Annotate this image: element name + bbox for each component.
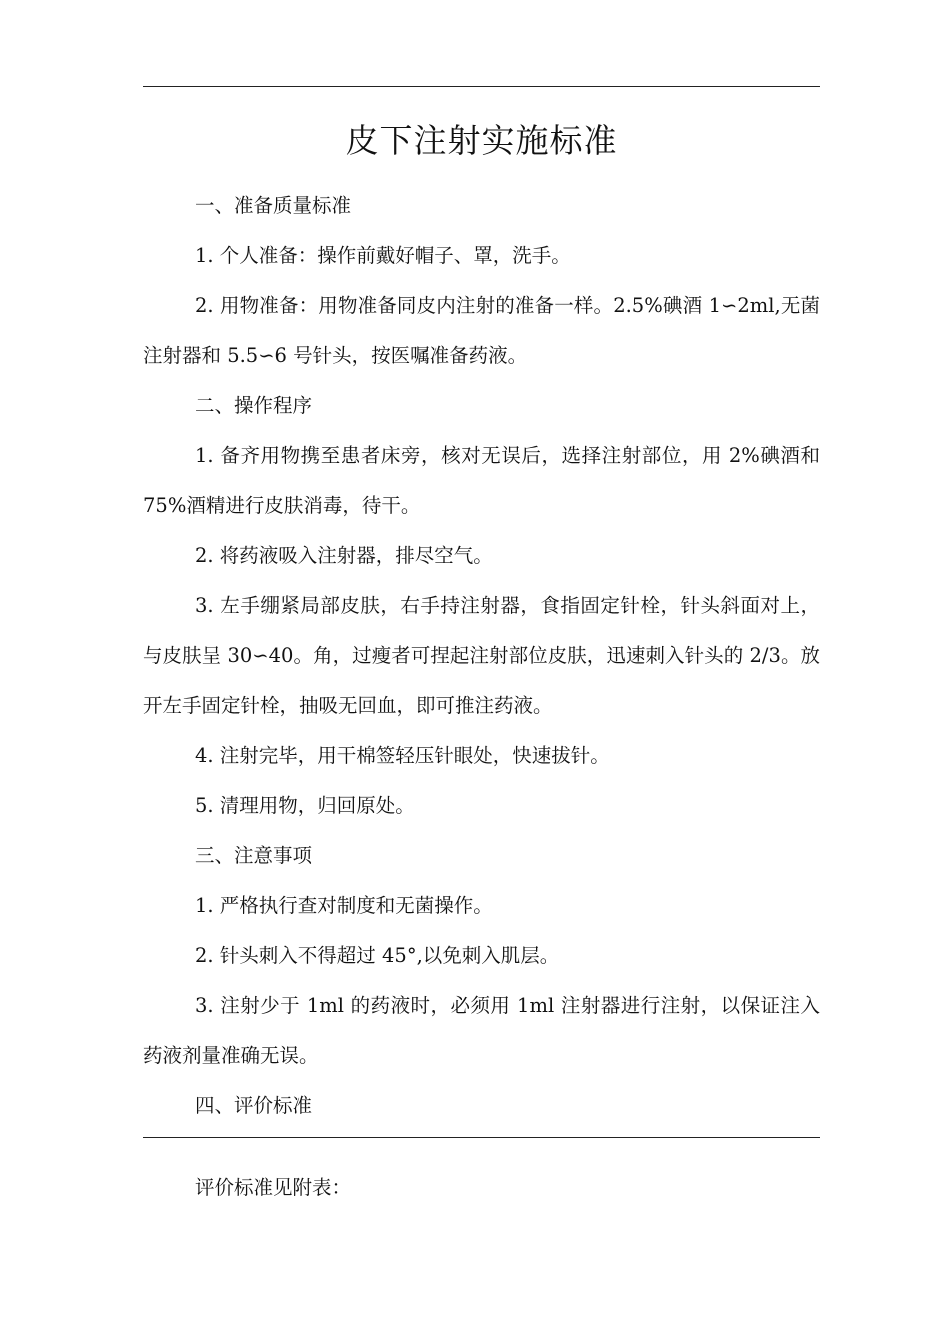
- paragraph-step-5: 5. 清理用物，归回原处。: [195, 794, 415, 817]
- paragraph-supplies-prep: 2. 用物准备：用物准备同皮内注射的准备一样。2.5%碘酒 1∽2ml,无菌注射器和 5.5∽6 号针头，按医嘱准备药液。: [143, 294, 820, 367]
- paragraph-precaution-3: 3. 注射少于 1ml 的药液时，必须用 1ml 注射器进行注射，以保证注入药液剂量准确无误。: [143, 994, 820, 1067]
- paragraph-evaluation-note: 评价标准见附表：: [195, 1176, 352, 1199]
- document-title: 皮下注射实施标准: [345, 121, 618, 160]
- paragraph-step-1: 1. 备齐用物携至患者床旁，核对无误后，选择注射部位，用 2%碘酒和 75%酒精进行皮肤消毒，待干。: [143, 444, 820, 517]
- section-heading-preparation: 一、准备质量标准: [195, 194, 352, 217]
- paragraph-personal-prep: 1. 个人准备：操作前戴好帽子、罩，洗手。: [195, 244, 571, 267]
- paragraph-step-2: 2. 将药液吸入注射器，排尽空气。: [195, 544, 493, 567]
- top-rule: [143, 86, 820, 87]
- section-heading-evaluation: 四、评价标准: [195, 1094, 313, 1117]
- paragraph-step-4: 4. 注射完毕，用干棉签轻压针眼处，快速拔针。: [195, 744, 610, 767]
- document-body: [143, 181, 820, 1131]
- paragraph-step-3: 3. 左手绷紧局部皮肤，右手持注射器，食指固定针栓，针头斜面对上，与皮肤呈 30∽40。角，过瘦者可捏起注射部位皮肤，迅速刺入针头的 2/3。放开左手固定针栓，抽吸无回血，即可推注药液。: [143, 594, 820, 717]
- section-heading-procedure: 二、操作程序: [195, 394, 313, 417]
- footer-section: [143, 1163, 820, 1213]
- bottom-rule: [143, 1137, 820, 1138]
- section-heading-precautions: 三、注意事项: [195, 844, 313, 867]
- paragraph-precaution-2: 2. 针头刺入不得超过 45°,以免刺入肌层。: [195, 944, 560, 967]
- paragraph-precaution-1: 1. 严格执行查对制度和无菌操作。: [195, 894, 493, 917]
